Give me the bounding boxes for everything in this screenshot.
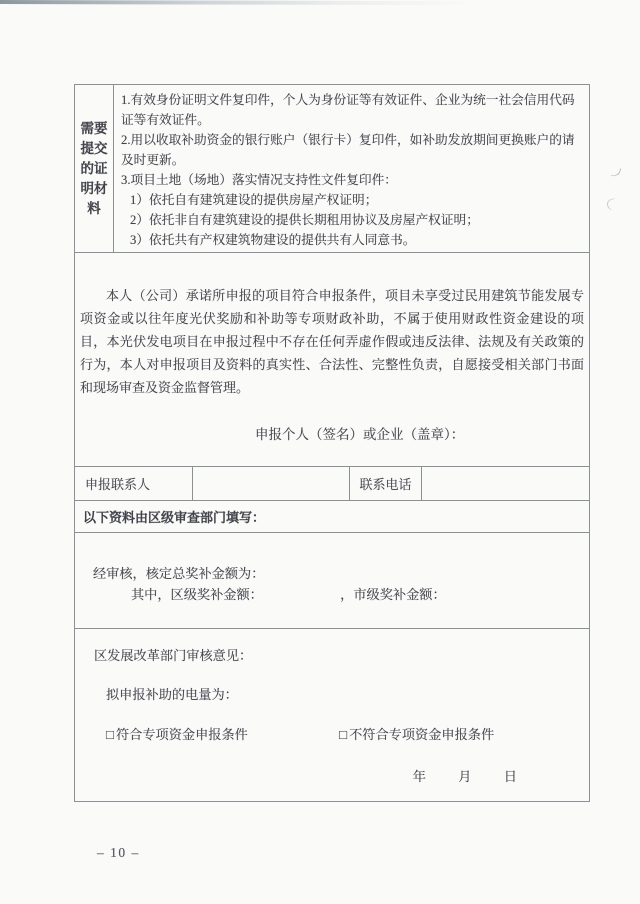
checkbox-not-eligible-label: 不符合专项资金申报条件 bbox=[349, 727, 495, 742]
scan-smudge-artifact bbox=[611, 166, 622, 178]
materials-content-cell bbox=[114, 85, 589, 252]
checkbox-icon: □ bbox=[106, 727, 114, 742]
commitment-paragraph: 本人（公司）承诺所申报的项目符合申报条件，项目未享受过民用建筑节能发展专项资金或以往年度光伏奖励和补助等专项财政补助，不属于使用财政性资金建设的项目，本光伏发电项目在申报过程中不存在任何弄虚作假或违反法律、法规及有关政策的行为，本人对申报项目及资料的真实性、合法性、完整性负责，自愿接受相关部门书面和现场审查及资金监督管理。 bbox=[80, 288, 584, 395]
district-review-section-row bbox=[75, 501, 589, 533]
contact-row bbox=[75, 467, 589, 501]
scan-smudge-artifact bbox=[606, 198, 617, 211]
contact-phone-field bbox=[422, 467, 589, 500]
signature-label: 申报个人（签名）或企业（盖章）： bbox=[255, 427, 465, 442]
date-fill-in-line: 年 月 日 bbox=[412, 769, 519, 784]
dept-opinion-label: 区发展改革部门审核意见： bbox=[94, 648, 253, 663]
checkbox-icon: □ bbox=[339, 727, 348, 742]
material-subitem-3: 3）依托共有产权建筑物建设的提供共有人同意书。 bbox=[130, 233, 416, 247]
page-number: – 10 – bbox=[97, 845, 140, 860]
district-subsidy-label: 其中，区级奖补金额： bbox=[131, 587, 263, 602]
contact-phone-label: 联系电话 bbox=[350, 467, 422, 500]
materials-row bbox=[75, 85, 589, 253]
dept-opinion-row bbox=[75, 629, 589, 802]
pv-subsidy-application-form-table bbox=[74, 84, 590, 802]
subsidy-electricity-label: 拟申报补助的电量为： bbox=[106, 687, 238, 702]
split-subsidy-line bbox=[75, 584, 589, 605]
checkbox-eligible-label: 符合专项资金申报条件 bbox=[115, 727, 248, 742]
material-subitem-1: 1）依托自有建筑建设的提供房屋产权证明； bbox=[130, 193, 378, 207]
approved-amounts-row bbox=[75, 533, 589, 629]
materials-header-label: 需要提交的证明材料 bbox=[80, 120, 108, 216]
checkbox-eligible bbox=[106, 727, 251, 742]
material-subitem-2: 2）依托非自有建筑建设的提供长期租用协议及房屋产权证明； bbox=[130, 213, 479, 227]
commitment-row bbox=[75, 253, 589, 467]
contact-person-field bbox=[193, 467, 350, 500]
checkbox-not-eligible bbox=[339, 727, 494, 742]
contact-person-label: 申报联系人 bbox=[75, 467, 193, 500]
materials-header-cell bbox=[75, 85, 114, 252]
material-item-1: 1.有效身份证明文件复印件，个人为身份证等有效证件、企业为统一社会信用代码证等有效证件。 bbox=[121, 93, 575, 127]
material-item-2: 2.用以收取补助资金的银行账户（银行卡）复印件，如补助发放期间更换账户的请及时更新。 bbox=[121, 133, 575, 167]
district-review-note: 以下资料由区级审查部门填写： bbox=[83, 510, 266, 525]
material-item-3: 3.项目土地（场地）落实情况支持性文件复印件： bbox=[121, 173, 397, 187]
city-subsidy-label: ，市级奖补金额： bbox=[340, 587, 446, 602]
scan-edge-artifact bbox=[0, 0, 474, 5]
total-subsidy-line: 经审核，核定总奖补金额为： bbox=[93, 566, 265, 581]
eligibility-checkboxes bbox=[75, 726, 589, 744]
